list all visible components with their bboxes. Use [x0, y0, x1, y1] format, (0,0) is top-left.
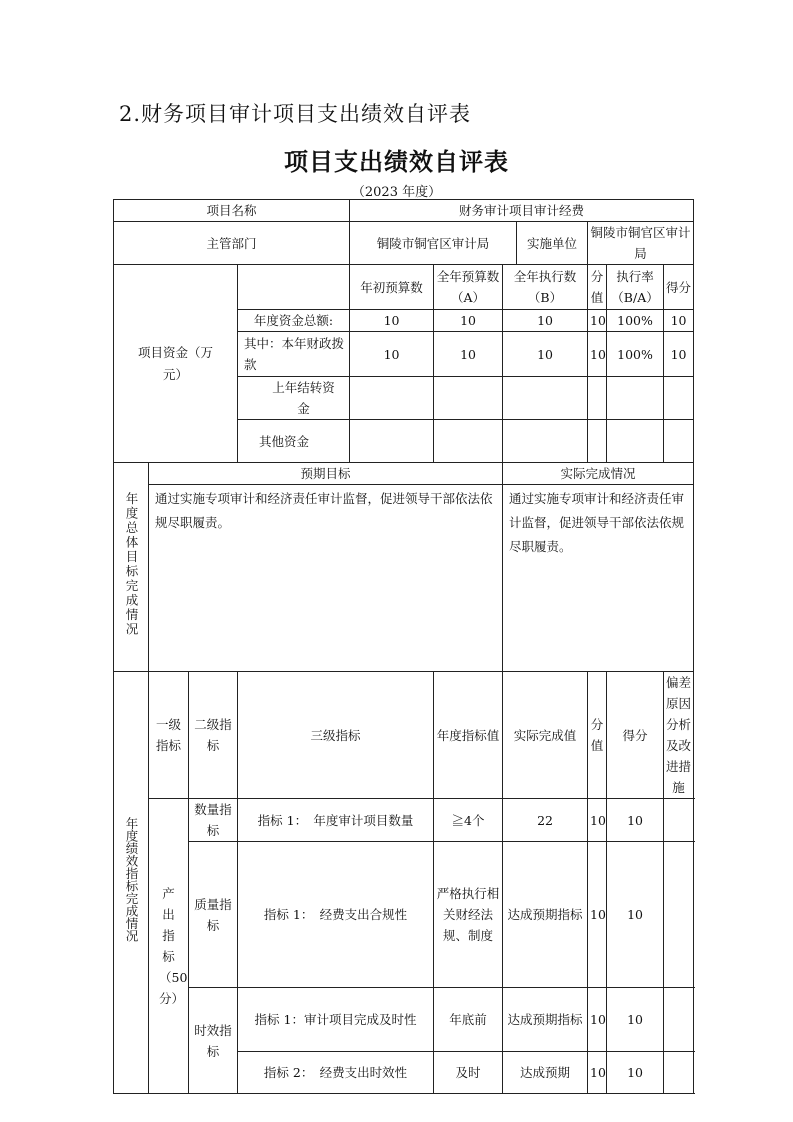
funds-row-name: 其中：本年财政拨款 — [238, 332, 350, 377]
goals-header-row — [114, 463, 694, 485]
funds-header-initial: 年初预算数 — [350, 265, 434, 310]
header-score: 分值 — [588, 672, 607, 799]
funds-row-name: 年度资金总额: — [238, 310, 350, 332]
funds-cell: 10 — [588, 332, 607, 377]
header-reason: 偏差原因分析及改进措施 — [664, 672, 694, 799]
indicator-score: 10 — [588, 1052, 607, 1094]
funds-cell — [503, 420, 588, 463]
indicator-target: 严格执行相关财经法规、制度 — [434, 842, 503, 988]
indicator-target: 年底前 — [434, 988, 503, 1052]
fiscal-year: （2023 年度） — [351, 185, 442, 200]
funds-header-score: 分值 — [588, 265, 607, 310]
section-title: 2.财务项目审计项目支出绩效自评表 — [119, 102, 472, 126]
funds-row-name: 上年结转资金 — [238, 377, 350, 420]
header-level1: 一级指标 — [149, 672, 189, 799]
goals-label: 年度总体目标完成情况 — [114, 463, 149, 672]
indicator-got: 10 — [607, 842, 664, 988]
expected-goal-text: 通过实施专项审计和经济责任审计监督，促进领导干部依法依规尽职履责。 — [149, 485, 503, 672]
header-target: 年度指标值 — [434, 672, 503, 799]
level2-timeliness: 时效指标 — [189, 988, 238, 1094]
funds-cell: 10 — [350, 332, 434, 377]
indicator-name: 指标 1： 经费支出合规性 — [238, 842, 434, 988]
funds-cell — [434, 420, 503, 463]
funds-cell — [607, 420, 664, 463]
header-level3: 三级指标 — [238, 672, 434, 799]
funds-header-rate: 执行率（B/A） — [607, 265, 664, 310]
project-name-row — [114, 200, 694, 222]
project-name-value: 财务审计项目审计经费 — [350, 200, 694, 222]
indicator-got: 10 — [607, 799, 664, 842]
indicator-actual: 达成预期指标 — [503, 988, 588, 1052]
indicator-row — [114, 988, 694, 1052]
indicator-target: 及时 — [434, 1052, 503, 1094]
funds-header-blank — [238, 265, 350, 310]
indicator-name: 指标 1：审计项目完成及时性 — [238, 988, 434, 1052]
funds-cell — [588, 377, 607, 420]
indicator-score: 10 — [588, 988, 607, 1052]
funds-header-annual: 全年预算数（A） — [434, 265, 503, 310]
funds-cell — [664, 420, 694, 463]
funds-cell: 10 — [588, 310, 607, 332]
funds-cell — [434, 377, 503, 420]
actual-result-header: 实际完成情况 — [503, 463, 694, 485]
funds-cell: 10 — [350, 310, 434, 332]
indicator-actual: 达成预期指标 — [503, 842, 588, 988]
dept-label: 主管部门 — [114, 222, 350, 265]
indicator-score: 10 — [588, 799, 607, 842]
impl-label: 实施单位 — [517, 222, 588, 265]
funds-cell: 100% — [607, 310, 664, 332]
funds-label: 项目资金（万元） — [114, 265, 238, 463]
indicator-got: 10 — [607, 1052, 664, 1094]
funds-cell — [503, 377, 588, 420]
indicator-name: 指标 1： 年度审计项目数量 — [238, 799, 434, 842]
header-level2: 二级指标 — [189, 672, 238, 799]
level2-quantity: 数量指标 — [189, 799, 238, 842]
indicator-row — [114, 842, 694, 988]
funds-cell: 10 — [503, 332, 588, 377]
funds-cell: 10 — [664, 332, 694, 377]
dept-value: 铜陵市铜官区审计局 — [350, 222, 517, 265]
indicator-reason — [664, 842, 694, 988]
indicator-header-row — [114, 672, 694, 799]
page-title: 项目支出绩效自评表 — [284, 148, 509, 176]
funds-header-row — [114, 265, 694, 310]
indicator-row — [114, 799, 694, 842]
indicators-label: 年度绩效指标完成情况 — [114, 672, 149, 1094]
funds-cell — [350, 377, 434, 420]
department-row — [114, 222, 694, 265]
funds-cell: 10 — [503, 310, 588, 332]
actual-result-text: 通过实施专项审计和经济责任审计监督，促进领导干部依法依规尽职履责。 — [503, 485, 694, 672]
funds-row-name: 其他资金 — [238, 420, 350, 463]
level1-output: 产出指标（50分） — [149, 799, 189, 1094]
indicator-got: 10 — [607, 988, 664, 1052]
expected-goal-header: 预期目标 — [149, 463, 503, 485]
funds-cell — [664, 377, 694, 420]
funds-cell: 10 — [434, 332, 503, 377]
impl-value: 铜陵市铜官区审计局 — [588, 222, 694, 265]
self-evaluation-table — [113, 199, 694, 1094]
funds-cell: 100% — [607, 332, 664, 377]
goals-row — [114, 485, 694, 672]
indicator-actual: 22 — [503, 799, 588, 842]
project-name-label: 项目名称 — [114, 200, 350, 222]
indicator-reason — [664, 799, 694, 842]
funds-header-got: 得分 — [664, 265, 694, 310]
indicator-name: 指标 2： 经费支出时效性 — [238, 1052, 434, 1094]
funds-cell — [588, 420, 607, 463]
funds-cell: 10 — [664, 310, 694, 332]
level2-quality: 质量指标 — [189, 842, 238, 988]
indicator-target: ≧4个 — [434, 799, 503, 842]
funds-cell — [607, 377, 664, 420]
funds-header-executed: 全年执行数（B） — [503, 265, 588, 310]
indicator-actual: 达成预期 — [503, 1052, 588, 1094]
indicator-score: 10 — [588, 842, 607, 988]
indicator-reason — [664, 1052, 694, 1094]
header-actual: 实际完成值 — [503, 672, 588, 799]
funds-cell — [350, 420, 434, 463]
funds-cell: 10 — [434, 310, 503, 332]
indicator-reason — [664, 988, 694, 1052]
header-got: 得分 — [607, 672, 664, 799]
